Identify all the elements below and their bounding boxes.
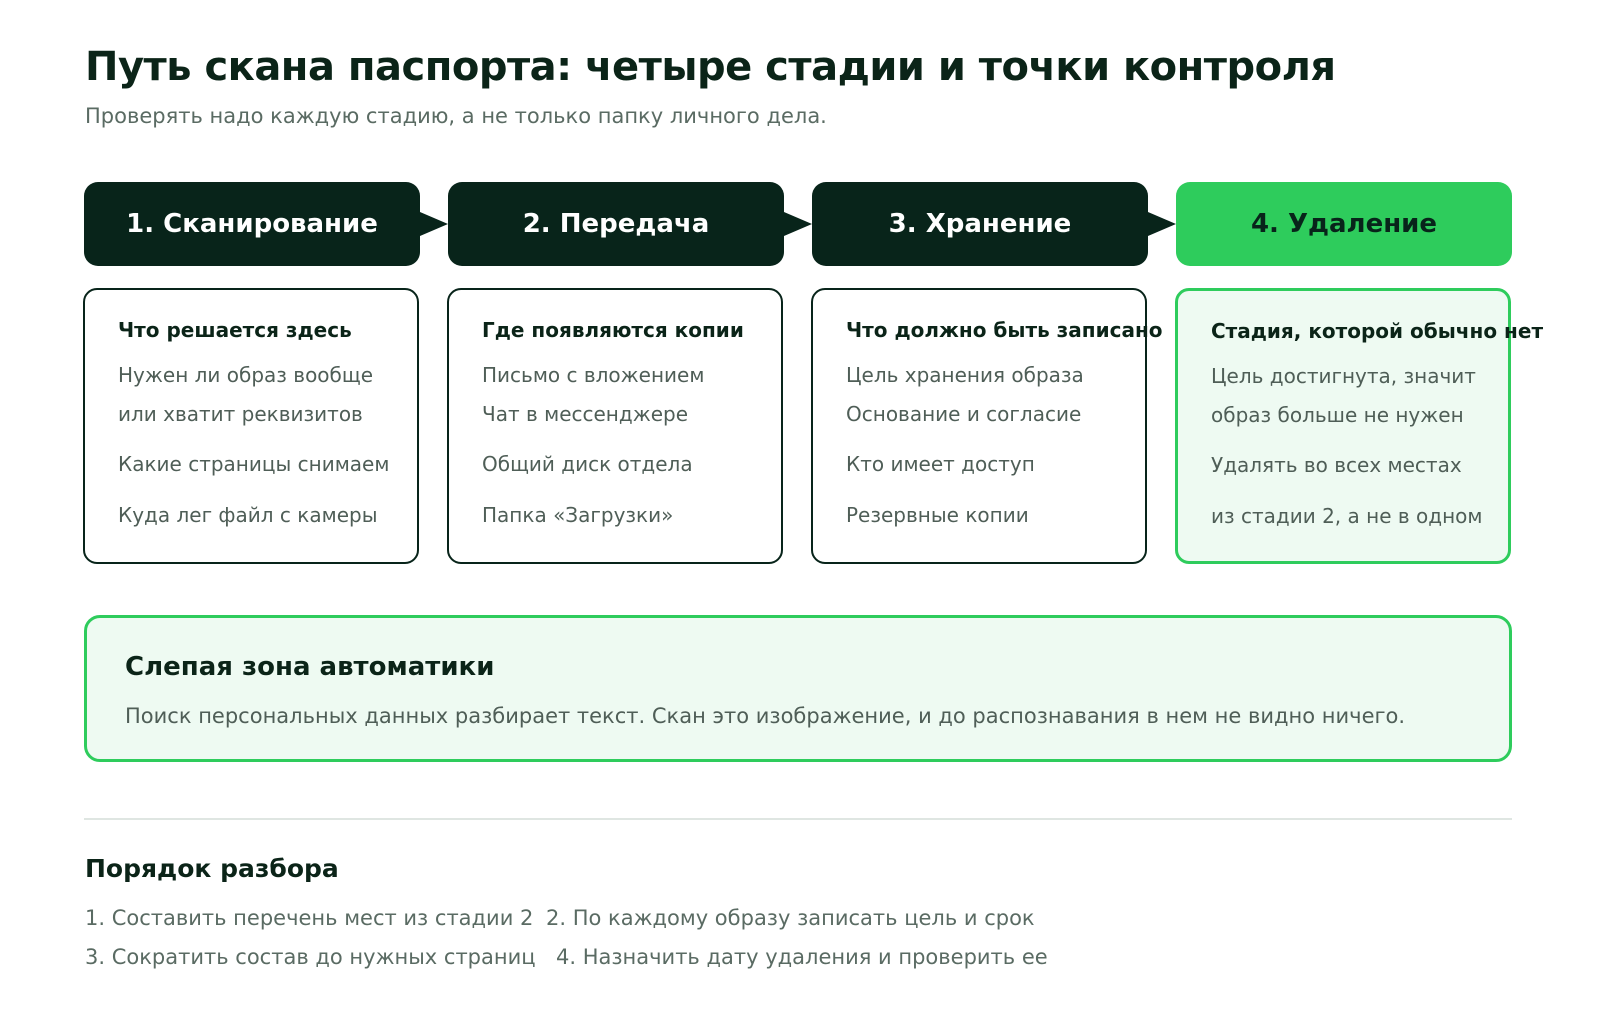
blind-spot-callout	[84, 615, 1512, 762]
stage-header-transfer: 2. Передача	[448, 182, 784, 266]
card-line: Цель хранения образа	[846, 363, 1084, 387]
card-line: Основание и согласие	[846, 402, 1082, 426]
order-item: 3. Сократить состав до нужных страниц	[85, 945, 536, 969]
stage-card-scanning	[83, 288, 419, 564]
callout-title: Слепая зона автоматики	[125, 652, 495, 682]
card-line: Какие страницы снимаем	[118, 452, 390, 476]
card-line: Нужен ли образ вообще	[118, 363, 374, 387]
stage-header-storage: 3. Хранение	[812, 182, 1148, 266]
order-title: Порядок разбора	[85, 854, 339, 883]
order-item: 4. Назначить дату удаления и проверить ее	[556, 945, 1048, 969]
stage-card-storage	[811, 288, 1163, 564]
card-heading: Где появляются копии	[482, 318, 744, 342]
card-heading: Стадия, которой обычно нет	[1211, 319, 1544, 343]
card-line: или хватит реквизитов	[118, 402, 363, 426]
stage-header-deletion: 4. Удаление	[1176, 182, 1512, 266]
order-item: 1. Составить перечень мест из стадии 2	[85, 906, 534, 930]
page-subtitle: Проверять надо каждую стадию, а не только папку личного дела.	[85, 104, 827, 128]
callout-text: Поиск персональных данных разбирает текст. Скан это изображение, и до распознавания в нем не видно ничего.	[125, 704, 1406, 728]
card-line: Письмо с вложением	[482, 363, 705, 387]
stage-card-deletion	[1175, 288, 1544, 564]
card-line: Папка «Загрузки»	[482, 503, 674, 527]
stage-header-scanning: 1. Сканирование	[84, 182, 420, 266]
card-line: Цель достигнута, значит	[1211, 364, 1476, 388]
card-heading: Что должно быть записано	[846, 318, 1163, 342]
arrow-right-icon	[420, 212, 448, 236]
card-line: Кто имеет доступ	[846, 452, 1035, 476]
card-heading: Что решается здесь	[118, 318, 352, 342]
card-line: Резервные копии	[846, 503, 1029, 527]
card-line: Куда лег файл с камеры	[118, 503, 378, 527]
card-line: Чат в мессенджере	[482, 402, 689, 426]
divider	[84, 818, 1512, 820]
arrow-right-icon	[784, 212, 812, 236]
card-line: из стадии 2, а не в одном	[1211, 504, 1483, 528]
order-item: 2. По каждому образу записать цель и срок	[546, 906, 1035, 930]
stage-card-transfer	[447, 288, 783, 564]
card-line: Общий диск отдела	[482, 452, 693, 476]
page-title: Путь скана паспорта: четыре стадии и точки контроля	[85, 44, 1336, 90]
arrow-right-icon	[1148, 212, 1176, 236]
card-line: образ больше не нужен	[1211, 403, 1464, 427]
card-line: Удалять во всех местах	[1211, 453, 1462, 477]
